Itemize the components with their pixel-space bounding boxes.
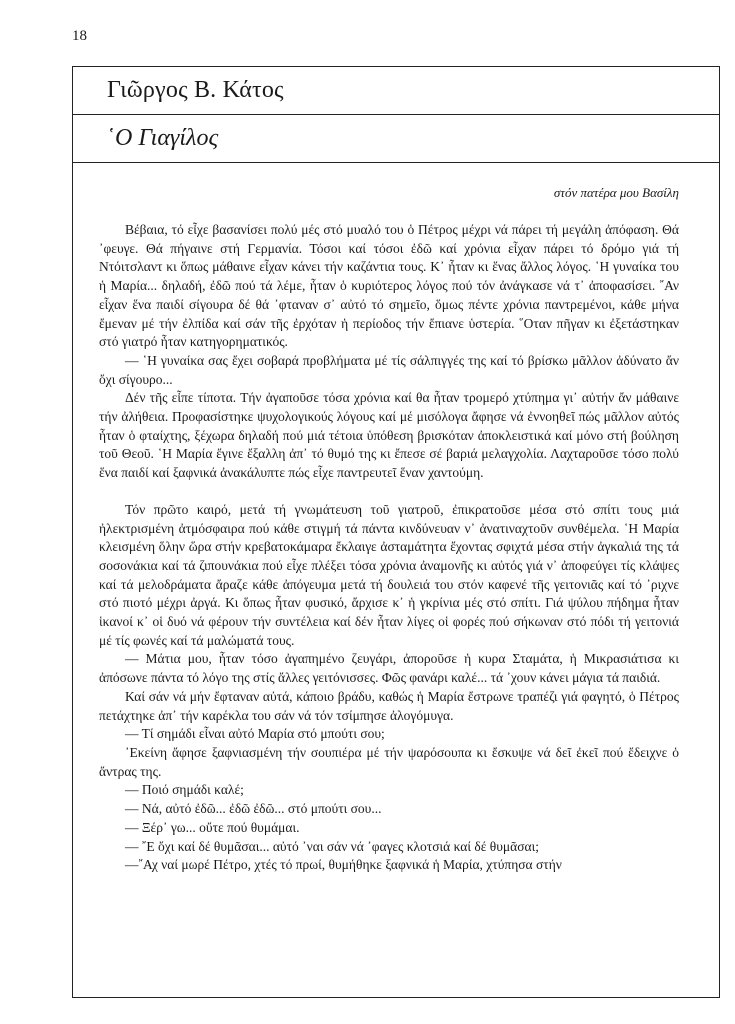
- paragraph: — Νά, αὐτό ἐδῶ... ἐδῶ ἐδῶ... στό μπούτι σου...: [125, 801, 382, 817]
- paragraph: Τόν πρῶτο καιρό, μετά τή γνωμάτευση τοῦ γιατροῦ, ἐπικρατοῦσε μέσα στό σπίτι τους μιά ἠλεκτρισμένη ἀτμόσφαιρα πού κάθε στιγμή τά πάντα κινδύνευαν ν᾽ ἀνατιναχτοῦν συνθέμελα. ῾Η Μαρία κλεισμένη ὅλην ὥρα στήν κρεβατοκάμαρα ἔκλαιγε ἀσταμάτητα ἔχοντας σφιχτά μέσα στήν ἀγκαλιά της τά σοσονάκια καί τά ζιπουνάκια πού εἶχε πλέξει τόσα χρόνια ἀναμονῆς κι αὐτός γιά ν᾽ ἀποφεύγει τίς κλάψες καί τά μελοδράματα ἄραζε κάθε ἀπόγευμα μετά τή δουλειά του στόν καφενέ τῆς γειτονιᾶς καί τό ᾽ριχνε στό πιοτό μέχρι ἀργά. Κι ὅπως ἦταν φυσικό, ἄρχισε κ᾽ ἡ γκρίνια μές στό σπίτι. Γιά ψύλου πήδημα ἦταν ἱκανοί κ᾽ οἱ δυό νά φέρουν τήν συντέλεια καί δέν ἦταν λίγες οἱ φορές πού σήκωναν στό πόδι τή γειτονιά μέ τίς φωνές καί τά μαλώματά τους.: [99, 501, 679, 648]
- paragraph: — Ξέρ᾽ γω... οὔτε πού θυμάμαι.: [125, 819, 300, 835]
- story-content: [73, 185, 719, 875]
- paragraph: ᾽Εκείνη ἄφησε ξαφνιασμένη τήν σουπιέρα μέ τήν ψαρόσουπα κι ἔσκυψε νά δεῖ ἐκεῖ πού ἔδειχνε ὁ ἄντρας της.: [99, 744, 679, 779]
- article-frame: [72, 66, 720, 998]
- story-title: ῾Ο Γιαγίλος: [107, 125, 219, 151]
- paragraph: —῎Αχ ναί μωρέ Πέτρο, χτές τό πρωί, θυμήθηκε ξαφνικά ἡ Μαρία, χτύπησα στήν: [125, 857, 562, 873]
- paragraph: — ῾Η γυναίκα σας ἔχει σοβαρά προβλήματα μέ τίς σάλπιγγές της καί τό βρίσκω μᾶλλον ἀδύνατο ἄν ὄχι σίγουρο...: [99, 352, 679, 387]
- paragraph: Βέβαια, τό εἶχε βασανίσει πολύ μές στό μυαλό του ὁ Πέτρος μέχρι νά πάρει τή μεγάλη ἀπόφαση. Θά ᾽φευγε. Θά πήγαινε στή Γερμανία. Τόσοι καί τόσοι ἐδῶ καί χρόνια εἶχαν πάρει τό δρόμο γιά τή Ντόιτσλαντ κι ὅπως μάθαινε εἶχαν κάνει τήν καζάντια τους. Κ᾽ ἦταν κι ἕνας ἄλλος λόγος. ῾Η γυναίκα του ἡ Μαρία... δηλαδή, ἐδῶ πού τά λέμε, ἦταν ὁ κυριότερος λόγος πού τόν ἀνάγκασε νά τ᾽ ἀποφασίσει. ῎Αν εἶχαν ἕνα παιδί σίγουρα δέ θά ᾽φταναν σ᾽ αὐτό τό σημεῖο, ὅμως πέντε χρόνια παντρεμένοι, κάθε μήνα ἔμεναν μέ τήν ἐλπίδα καί σάν τῆς ἐρχόταν ἡ περίοδος τήν ἔπιανε ὑστερία. ῞Οταν πῆγαν κι ἐξετάστηκαν στό γιατρό ἦταν κατηγορηματικός.: [99, 222, 679, 350]
- paragraph: — Τί σημάδι εἶναι αὐτό Μαρία στό μπούτι σου;: [125, 726, 385, 742]
- author-row: [73, 67, 719, 115]
- paragraph: Δέν τῆς εἶπε τίποτα. Τήν ἀγαποῦσε τόσα χρόνια καί θα ἦταν τρομερό χτύπημα γι᾽ αὐτήν ἄν μάθαινε τήν ἀλήθεια. Προφασίστηκε ψυχολογικούς λόγους καί μέ μισόλογα ἄφησε νά ἐννοηθεῖ πώς μᾶλλον αὐτός ἦταν ὁ φταίχτης, ξέχωρα δηλαδή πού μιά τέτοια ὑπόθεση βρισκόταν ἀποκλειστικά καί μόνο στή βούληση τοῦ Θεοῦ. ῾Η Μαρία ἔγινε ἔξαλλη ἀπ᾽ τό θυμό της κι ἔπεσε σέ βαριά μελαγχολία. Λαχταροῦσε τόσο πολύ ἕνα παιδί καί ξαφνικά ἀνακάλυπτε πώς εἶχε παντρευτεῖ ἕναν χαντούμη.: [99, 390, 679, 481]
- dedication: στόν πατέρα μου Βασίλη: [553, 185, 679, 200]
- paragraph: — Ποιό σημάδι καλέ;: [125, 782, 244, 798]
- paragraph: — Μάτια μου, ἦταν τόσο ἀγαπημένο ζευγάρι, ἀποροῦσε ἡ κυρα Σταμάτα, ἡ Μικρασιάτισα κι ἀπόσωνε πάντα τό λόγο της στίς ἄλλες γειτόνισσες. Φῶς φανάρι καλέ... τά ᾽χουν κάνει μάγια τά παιδιά.: [99, 651, 679, 686]
- paragraph: Καί σάν νά μήν ἔφταναν αὐτά, κάποιο βράδυ, καθώς ἡ Μαρία ἔστρωνε τραπέζι γιά φαγητό, ὁ Πέτρος πετάχτηκε ἀπ᾽ τήν καρέκλα του σάν νά τόν τσίμπησε ἀλογόμυγα.: [99, 688, 679, 723]
- author-name: Γιῶργος Β. Κάτος: [107, 77, 284, 103]
- page-number: 18: [72, 28, 87, 44]
- paragraph: — ῎Ε ὄχι καί δέ θυμᾶσαι... αὐτό ᾽ναι σάν νά ᾽φαγες κλοτσιά καί δέ θυμᾶσαι;: [125, 838, 539, 854]
- story-body: [99, 221, 679, 875]
- title-row: [73, 115, 719, 163]
